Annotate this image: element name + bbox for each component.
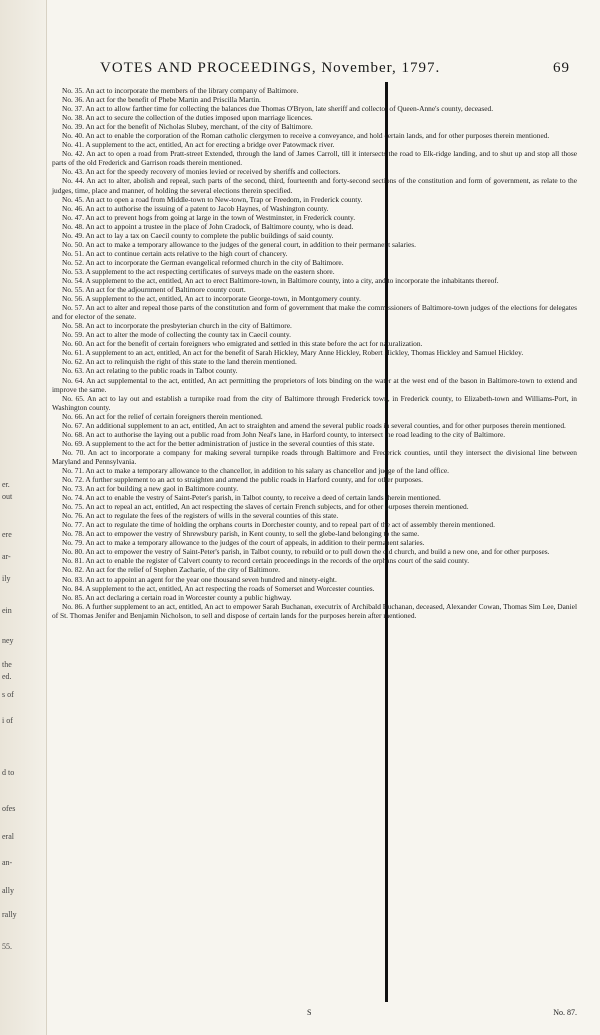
act-entry: No. 62. An act to relinquish the right of this state to the land therein mentioned. [62,357,297,367]
margin-fragment: ar- [2,552,11,561]
act-entry: No. 47. An act to prevent hogs from going at large in the town of Westminster, in Frederick county. [62,212,356,222]
running-title: VOTES AND PROCEEDINGS, November, 1797. [100,60,441,76]
margin-fragment: ofes [2,804,16,813]
act-entry: No. 50. An act to make a temporary allowance to the judges of the general court, in addition to their permanent salaries. [62,239,417,249]
margin-fragment: ein [2,606,12,615]
act-entry: No. 49. An act to lay a tax on Caecil county to complete the public buildings of said county. [62,230,334,240]
margin-fragment: an- [2,858,13,867]
act-entry: No. 65. An act to lay out and establish a turnpike road from the city of Baltimore through Frederick town, in Frederick county, to Elizabeth-town and Williams-Port, in Washington county. [52,393,577,412]
act-entry: No. 81. An act to enable the register of Calvert county to record certain proceedings in the records of the orphans court of the said county. [62,556,470,566]
act-entry: No. 79. An act to make a temporary allowance to the judges of the court of appeals, in addition to their permanent salaries. [62,538,425,548]
page-footer [52,1008,577,1022]
margin-fragment: rally [2,910,17,919]
act-entry: No. 73. An act for building a new gaol in Baltimore county. [62,484,239,494]
act-entry: No. 61. A supplement to an act, entitled, An act for the benefit of Sarah Hickley, Mary Anne Hickley, Robert Hickley, Thomas Hickley and Samuel Hickley. [62,348,524,358]
adjacent-page-margin [0,0,47,1035]
act-entry: No. 51. An act to continue certain acts relative to the high court of chancery. [62,248,288,258]
act-entry: No. 82. An act for the relief of Stephen Zacharie, of the city of Baltimore. [62,565,280,575]
act-entry: No. 44. An act to alter, abolish and repeal, such parts of the second, third, fourteenth and forty-second sections of the constitution and form of government, as relate to the judges, time, place and manner, of holding the several elections therein specified. [52,176,577,195]
act-entry: No. 45. An act to open a road from Middle-town to New-town, Trap or Freedom, in Frederick county. [62,194,363,204]
margin-fragment: d to [2,768,15,777]
act-entry: No. 52. An act to incorporate the German evangelical reformed church in the city of Baltimore. [62,257,344,267]
margin-fragment: out [2,492,13,501]
act-entry: No. 53. A supplement to the act respecting certificates of surveys made on the eastern shore. [62,266,335,276]
act-entry: No. 86. A further supplement to an act, entitled, An act to empower Sarah Buchanan, executrix of Archibald Buchanan, deceased, Alexander Cowan, Thomas Sim Lee, Daniel of St. Thomas Jenifer and Benjamin Nicholson, to sell and dispose of certain lands for the purposes herein after mentioned. [52,601,577,620]
act-entry: No. 75. An act to repeal an act, entitled, An act respecting the slaves of certain French subjects, and for other purposes therein mentioned. [62,502,469,512]
act-entry: No. 64. An act supplemental to the act, entitled, An act permitting the proprietors of lots binding on the water at the west end of the bason in Baltimore-town to extend and improve the same. [52,375,577,394]
act-entry: No. 48. An act to appoint a trustee in the place of John Cradock, of Baltimore county, who is dead. [62,221,354,231]
act-entry: No. 35. An act to incorporate the members of the library company of Baltimore. [62,86,299,95]
act-entry: No. 78. An act to empower the vestry of Shrewsbury parish, in Kent county, to sell the glebe-land belonging to the same. [62,529,420,539]
act-entry: No. 57. An act to alter and repeal those parts of the constitution and form of government that make the commissioners of Baltimore-town judges of the elections for delegates and for elector of the senate. [52,303,577,322]
act-entry: No. 67. An additional supplement to an act, entitled, An act to straighten and amend the several public roads in several counties, and for other purposes therein mentioned. [62,420,566,430]
act-entry: No. 83. An act to appoint an agent for the year one thousand seven hundred and ninety-eight. [62,574,337,584]
page-header [100,60,570,82]
margin-fragment: eral [2,832,14,841]
act-entry: No. 72. A further supplement to an act to straighten and amend the public roads in Harford county, and for other purposes. [62,475,423,485]
act-entry: No. 54. A supplement to the act, entitled, An act to erect Baltimore-town, in Baltimore county, into a city, and to incorporate the inhabitants thereof. [62,275,499,285]
margin-fragment: ily [2,574,11,583]
act-entry: No. 68. An act to authorise the laying out a public road from John Neal's lane, in Harford county, to intersect the road leading to the city of Baltimore. [62,429,506,439]
act-entry: No. 77. An act to regulate the time of holding the orphans courts in Dorchester county, and to repeal part of the act of assembly therein mentioned. [62,520,495,530]
act-entry: No. 41. A supplement to the act, entitled, An act for erecting a bridge over Patowmack river. [62,140,335,150]
act-entry: No. 43. An act for the speedy recovery of monies levied or received by sheriffs and collectors. [62,167,341,177]
act-entry: No. 66. An act for the relief of certain foreigners therein mentioned. [62,411,263,421]
margin-fragment: er. [2,480,10,489]
act-entry: No. 71. An act to make a temporary allowance to the chancellor, in addition to his salary as chancellor and judge of the land office. [62,465,450,475]
act-entry: No. 40. An act to enable the corporation of the Roman catholic clergymen to receive a conveyance, and hold certain lands, and for other purposes therein mentioned. [62,131,550,141]
signature-mark: S [307,1008,312,1017]
margin-fragment: ney [2,636,14,645]
act-entry: No. 58. An act to incorporate the presbyterian church in the city of Baltimore. [62,321,292,331]
margin-fragment: i of [2,716,13,725]
margin-fragment: ed. [2,672,12,681]
act-entry: No. 46. An act to authorise the issuing of a patent to Jacob Haynes, of Washington county. [62,203,329,213]
act-entry: No. 70. An act to incorporate a company for making several turnpike roads through Baltimore and Frederick counties, until they intersect the divisional line between Maryland and Pennsylvania. [52,447,577,466]
margin-fragment: ere [2,530,12,539]
act-entry: No. 60. An act for the benefit of certain foreigners who emigrated and settled in this state before the act for naturalization. [62,339,423,349]
act-entry: No. 55. An act for the adjournment of Baltimore county court. [62,285,246,295]
act-entry: No. 59. An act to alter the mode of collecting the county tax in Caecil county. [62,330,291,340]
act-entry: No. 74. An act to enable the vestry of Saint-Peter's parish, in Talbot county, to receive a deed of certain lands therein mentioned. [62,493,441,503]
catchword: No. 87. [553,1008,577,1017]
act-entry: No. 63. An act relating to the public roads in Talbot county. [62,366,238,376]
act-entry: No. 42. An act to open a road from Pratt-street Extended, through the land of James Carroll, till it intersects the road to Elk-ridge landing, and to shut up and stop all those parts of the old Frederick and Garrison roads therein mentioned. [52,149,577,168]
acts-list [52,86,577,620]
act-entry: No. 37. An act to allow farther time for collecting the balances due Thomas O'Bryon, late sheriff and collector of Queen-Anne's county, deceased. [62,104,494,114]
act-entry: No. 36. An act for the benefit of Phebe Martin and Priscilla Martin. [62,95,261,105]
page-number: 69 [553,60,570,76]
act-entry: No. 84. A supplement to the act, entitled, An act respecting the roads of Somerset and Worcester counties. [62,583,375,593]
act-entry: No. 56. A supplement to the act, entitled, An act to incorporate George-town, in Montgomery county. [62,294,361,304]
act-entry: No. 80. An act to empower the vestry of Saint-Peter's parish, in Talbot county, to rebuild or to pull down the old church, and build a new one, and for other purposes. [62,547,550,557]
margin-fragment: the [2,660,12,669]
act-entry: No. 85. An act declaring a certain road in Worcester county a public highway. [62,592,292,602]
margin-fragment: 55. [2,942,12,951]
margin-fragment: s of [2,690,14,699]
act-entry: No. 39. An act for the benefit of Nicholas Slubey, merchant, of the city of Baltimore. [62,122,313,132]
act-entry: No. 38. An act to secure the collection of the duties imposed upon marriage licences. [62,113,313,123]
act-entry: No. 76. An act to regulate the fees of the registers of wills in the several counties of this state. [62,511,339,521]
act-entry: No. 69. A supplement to the act for the better administration of justice in the several counties of this state. [62,438,375,448]
margin-fragment: ally [2,886,14,895]
